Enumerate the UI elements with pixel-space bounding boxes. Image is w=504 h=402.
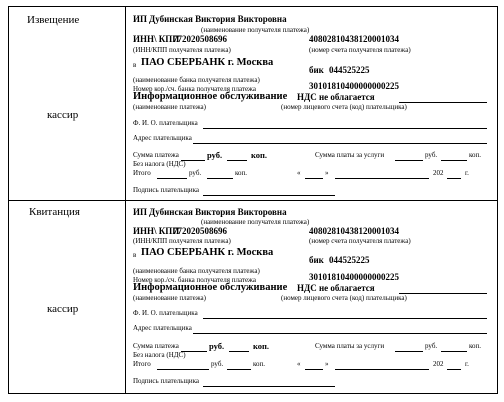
address-label: Адрес плательщика — [133, 324, 192, 332]
payee-caption: (наименование получателя платежа) — [201, 218, 310, 226]
date-day-line — [305, 178, 323, 179]
payee-name: Дубинская Виктория Викторовна — [149, 14, 287, 24]
year-suffix: г. — [465, 360, 469, 368]
bik-label: бик — [309, 255, 324, 265]
purpose-caption: (наименование платежа) — [133, 294, 206, 302]
receipt-cashier-label: кассир — [47, 303, 79, 315]
purpose-caption: (наименование платежа) — [133, 103, 206, 111]
personal-account-caption: (номер лицевого счета (код) плательщика) — [281, 103, 407, 111]
amount-rub-label: руб. — [209, 341, 225, 351]
corr-value: 30101810400000000225 — [309, 81, 399, 91]
signature-line — [203, 195, 335, 196]
inn-kpp-label: ИНН\ КПП — [133, 226, 180, 236]
amount-label: Сумма платежа — [133, 151, 179, 159]
signature-label: Подпись плательщика — [133, 377, 200, 385]
signature-line — [203, 386, 335, 387]
vat-note: НДС не облагается — [297, 283, 375, 293]
address-line — [193, 333, 487, 334]
service-kop-line — [441, 351, 467, 352]
fio-line — [203, 318, 487, 319]
payment-purpose: Информационное обслуживание — [133, 91, 288, 102]
payee-prefix: ИП — [133, 207, 148, 217]
personal-account-caption: (номер лицевого счета (код) плательщика) — [281, 294, 407, 302]
vat-free-label: Без налога (НДС) — [133, 351, 186, 359]
service-rub-line — [395, 160, 423, 161]
notice-label: Извещение — [27, 14, 80, 26]
bank-caption: (наименование банка получателя платежа) — [133, 76, 260, 84]
year-line — [447, 178, 461, 179]
amount-label: Сумма платежа — [133, 342, 179, 350]
service-rub-label: руб. — [425, 151, 438, 159]
service-kop-line — [441, 160, 467, 161]
amount-kop-line — [229, 351, 249, 352]
service-kop-label: коп. — [469, 151, 482, 159]
fio-label: Ф. И. О. плательщика — [133, 309, 198, 317]
bik-value: 044525225 — [329, 255, 370, 265]
date-quote-open: « — [297, 360, 301, 368]
amount-kop-label: коп. — [253, 341, 270, 351]
total-label: Итого — [133, 360, 151, 368]
bik-value: 044525225 — [329, 65, 370, 75]
year-prefix: 202 — [433, 169, 444, 177]
date-month-line — [335, 178, 429, 179]
account-caption: (номер счета получателя платежа) — [309, 237, 411, 245]
inn-kpp-value: 772020508696 — [173, 34, 227, 44]
vat-note: НДС не облагается — [297, 92, 375, 102]
total-rub-label: руб. — [211, 360, 224, 368]
inn-kpp-value: 772020508696 — [173, 226, 227, 236]
fio-label: Ф. И. О. плательщика — [133, 119, 198, 127]
fio-line — [203, 128, 487, 129]
payee-name: Дубинская Виктория Викторовна — [149, 207, 287, 217]
inn-caption: (ИНН/КПП получателя платежа) — [133, 46, 231, 54]
corr-caption: Номер кор./сч. банка получателя платежа — [133, 276, 256, 284]
signature-label: Подпись плательщика — [133, 186, 200, 194]
total-label: Итого — [133, 169, 151, 177]
vat-free-label: Без налога (НДС) — [133, 160, 186, 168]
address-line — [193, 143, 487, 144]
year-suffix: г. — [465, 169, 469, 177]
payment-form-frame — [8, 6, 498, 394]
inn-kpp-label: ИНН\ КПП — [133, 34, 180, 44]
total-kop-line — [227, 369, 251, 370]
year-prefix: 202 — [433, 360, 444, 368]
date-quote-close: » — [325, 169, 329, 177]
corr-value: 30101810400000000225 — [309, 272, 399, 282]
total-kop-label: коп. — [253, 360, 266, 368]
amount-kop-line — [227, 160, 247, 161]
account-number: 40802810438120001034 — [309, 226, 399, 236]
inn-caption: (ИНН/КПП получателя платежа) — [133, 237, 231, 245]
payee-prefix: ИП — [133, 14, 148, 24]
service-rub-line — [395, 351, 423, 352]
bank-caption: (наименование банка получателя платежа) — [133, 267, 260, 275]
date-month-line — [335, 369, 429, 370]
bank-name: ПАО СБЕРБАНК г. Москва — [141, 247, 274, 258]
address-label: Адрес плательщика — [133, 134, 192, 142]
payment-purpose: Информационное обслуживание — [133, 282, 288, 293]
date-quote-close: » — [325, 360, 329, 368]
service-fee-label: Сумма платы за услуги — [315, 151, 385, 159]
personal-account-line — [399, 102, 487, 103]
service-fee-label: Сумма платы за услуги — [315, 342, 385, 350]
notice-cashier-label: кассир — [47, 109, 79, 121]
total-rub-label: руб. — [189, 169, 202, 177]
service-rub-label: руб. — [425, 342, 438, 350]
total-kop-line — [207, 178, 233, 179]
bank-name: ПАО СБЕРБАНК г. Москва — [141, 57, 274, 68]
total-rub-line — [157, 178, 187, 179]
corr-caption: Номер кор./сч. банка получателя платежа — [133, 85, 256, 93]
total-rub-line — [157, 369, 209, 370]
year-line — [447, 369, 461, 370]
receipt-label: Квитанция — [29, 206, 80, 218]
date-day-line — [305, 369, 323, 370]
total-kop-label: коп. — [235, 169, 248, 177]
bank-prefix: в — [133, 251, 137, 259]
bik-label: бик — [309, 65, 324, 75]
service-kop-label: коп. — [469, 342, 482, 350]
bank-prefix: в — [133, 61, 137, 69]
personal-account-line — [399, 293, 487, 294]
section-divider — [9, 200, 497, 201]
amount-kop-label: коп. — [251, 150, 268, 160]
date-quote-open: « — [297, 169, 301, 177]
payee-caption: (наименование получателя платежа) — [201, 26, 310, 34]
amount-rub-label: руб. — [207, 150, 223, 160]
account-number: 40802810438120001034 — [309, 34, 399, 44]
account-caption: (номер счета получателя платежа) — [309, 46, 411, 54]
